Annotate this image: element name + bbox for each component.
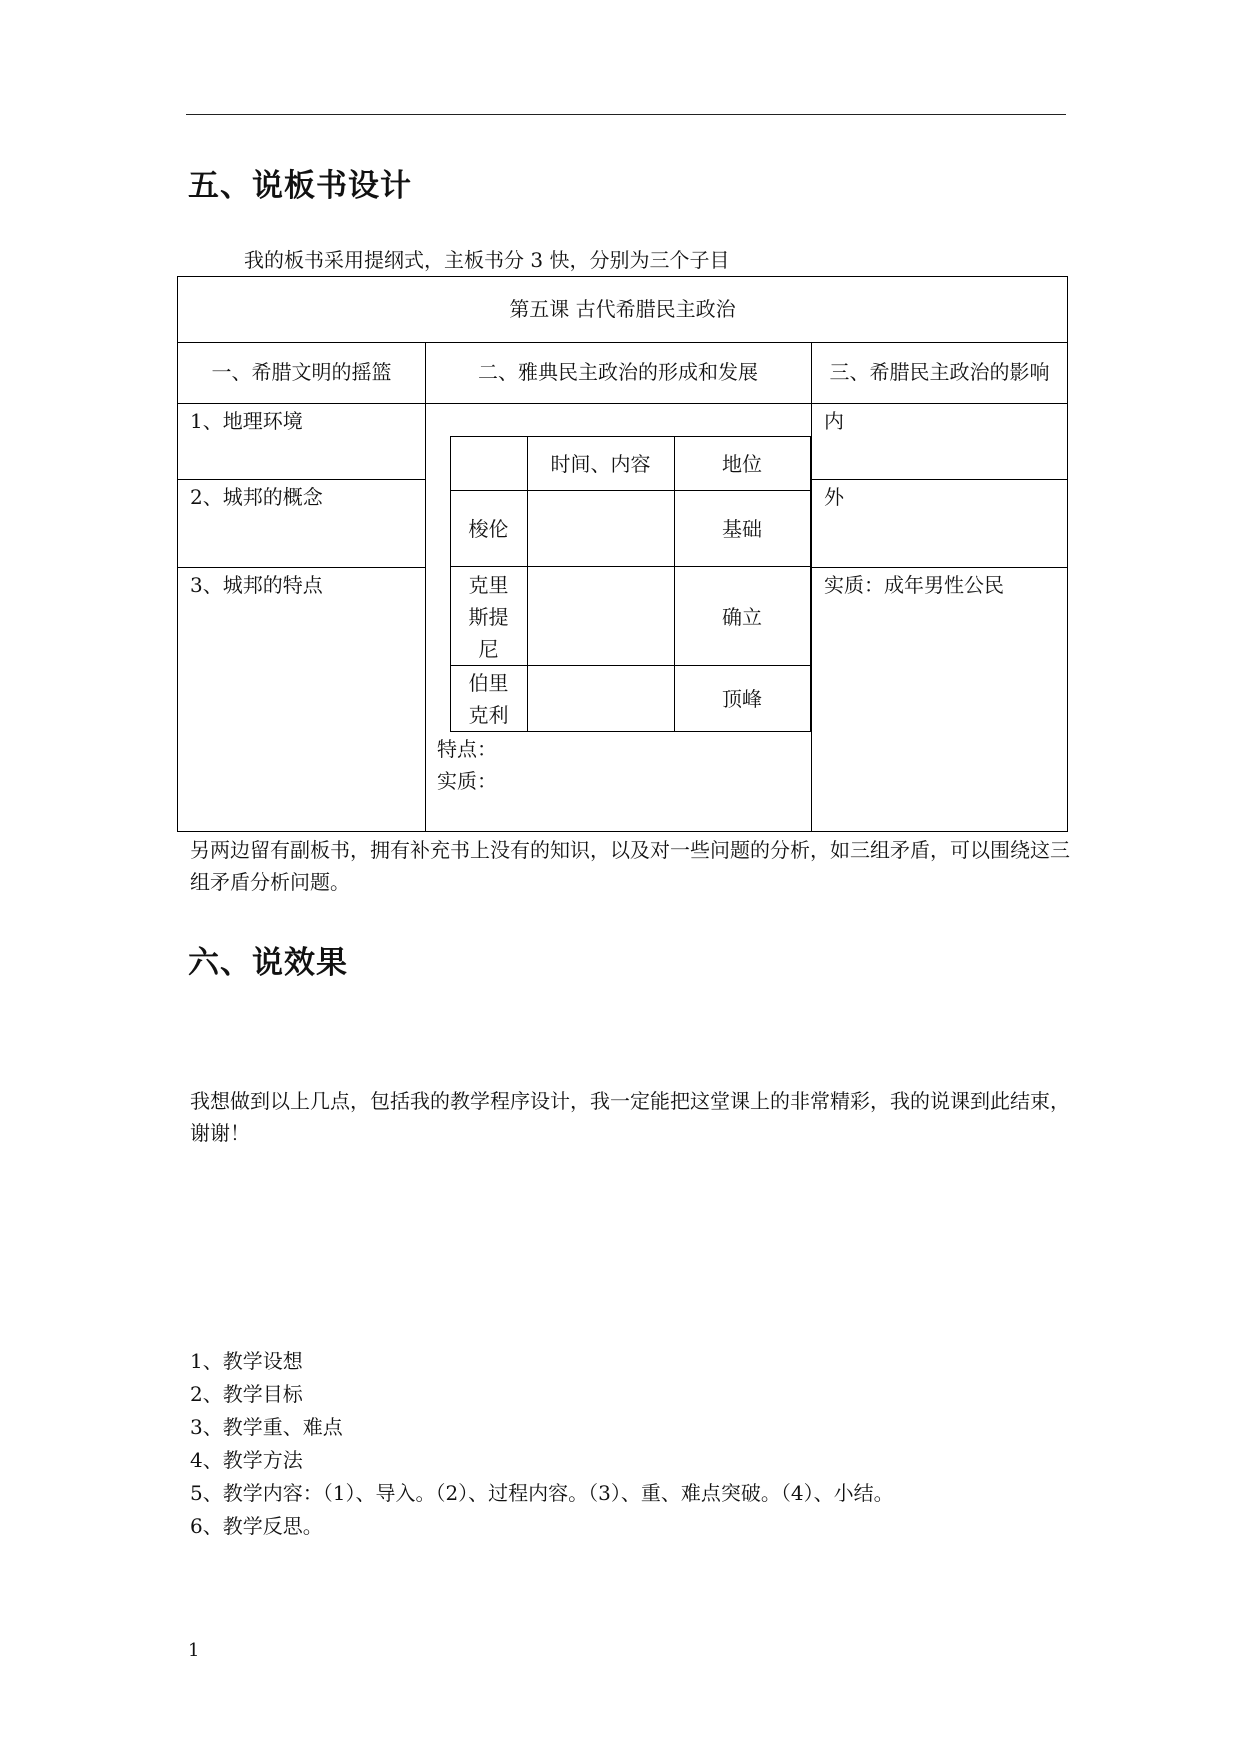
inner-row-2-name-line-2: 斯提 [468, 605, 509, 629]
list-item-3: 3、教学重、难点 [190, 1415, 343, 1439]
list-item-5: 5、教学内容：（1）、导入。（2）、过程内容。（3）、重、难点突破。（4）、小结。 [190, 1481, 894, 1505]
feature-label: 特点： [437, 737, 497, 761]
section-6-body: 我想做到以上几点，包括我的教学程序设计，我一定能把这堂课上的非常精彩，我的说课到此结束，谢谢！ [190, 1089, 1070, 1145]
header-rule [186, 114, 1066, 115]
right-item-1: 内 [824, 409, 844, 433]
col-header-2: 二、雅典民主政治的形成和发展 [478, 360, 758, 384]
section-6-title: 六、说效果 [188, 945, 348, 981]
lesson-title: 第五课 古代希腊民主政治 [509, 297, 736, 321]
inner-row-2-status: 确立 [722, 605, 762, 629]
inner-row-2-name-line-1: 克里 [468, 573, 509, 597]
after-table-paragraph: 另两边留有副板书，拥有补充书上没有的知识，以及对一些问题的分析，如三组矛盾，可以围绕这三组矛盾分析问题。 [190, 838, 1070, 894]
left-item-2: 2、城邦的概念 [190, 485, 323, 509]
inner-row-3-status: 顶峰 [722, 687, 762, 711]
right-item-2: 外 [824, 485, 844, 509]
inner-row-1-status: 基础 [722, 517, 762, 541]
inner-header-time: 时间、内容 [550, 452, 651, 476]
inner-row-2-name-line-3: 尼 [478, 637, 499, 661]
essence-label: 实质： [437, 769, 497, 793]
col-header-3: 三、希腊民主政治的影响 [829, 360, 1050, 384]
list-item-4: 4、教学方法 [190, 1448, 303, 1472]
inner-row-3-name-line-2: 克利 [468, 703, 509, 727]
list-item-1: 1、教学设想 [190, 1349, 303, 1373]
list-item-2: 2、教学目标 [190, 1382, 303, 1406]
page-number: 1 [188, 1640, 200, 1661]
section-5-title: 五、说板书设计 [188, 168, 412, 204]
left-item-1: 1、地理环境 [190, 409, 303, 433]
inner-row-1-name: 梭伦 [468, 517, 509, 541]
inner-row-3-name-line-1: 伯里 [468, 671, 509, 695]
right-item-3: 实质：成年男性公民 [824, 573, 1004, 597]
inner-header-status: 地位 [722, 452, 762, 476]
section-5-intro: 我的板书采用提纲式，主板书分 3 快，分别为三个子目 [244, 248, 730, 272]
col-header-1: 一、希腊文明的摇篮 [211, 360, 392, 384]
left-item-3: 3、城邦的特点 [190, 573, 323, 597]
list-item-6: 6、教学反思。 [190, 1514, 323, 1538]
